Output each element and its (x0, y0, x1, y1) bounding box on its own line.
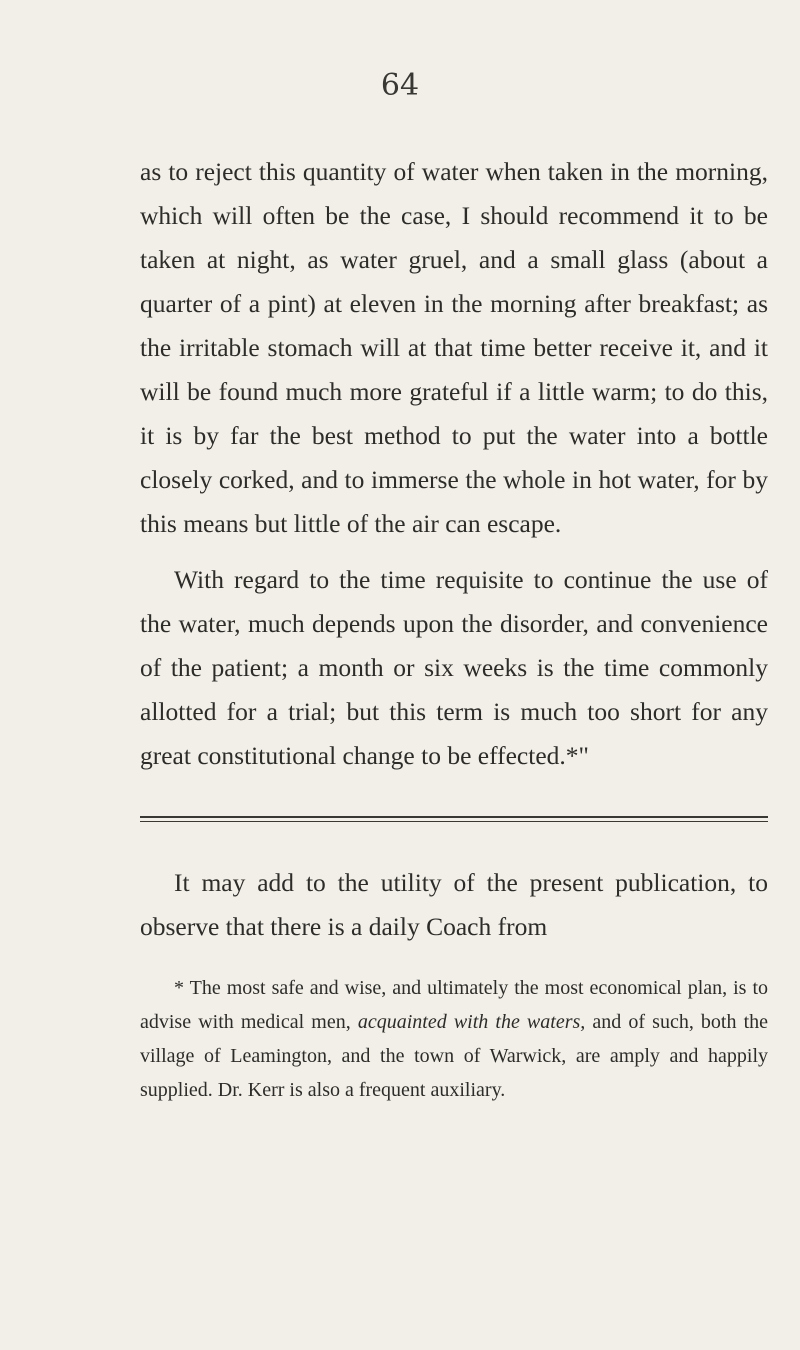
footnote (140, 971, 768, 1107)
footnote-lead: * The most safe and wise, and ultimately the most economical plan, is to advise with medical men, (140, 977, 768, 1033)
footnote-emphasis: acquainted with the waters, (357, 1011, 586, 1033)
paragraph-continuation: as to reject this quantity of water when taken in the morning, which will often be the case, I should recommend it to be taken at night, as water gruel, and a small glass (about a quarter of a pint) at eleven in the morning after breakfast; as the irritable stomach will at that time better receive it, and it will be found much more grateful if a little warm; to do this, it is by far the best method to put the water into a bottle closely corked, and to immerse the whole in hot water, for by this means but little of the air can escape. (140, 157, 768, 538)
page-number: 64 (380, 68, 420, 103)
footnote-tail: and of such, both the village of Leamington, and the town of Warwick, are amply and happily supplied. Dr. Kerr is also a frequent auxiliary. (140, 1011, 769, 1101)
section-divider (140, 816, 768, 823)
main-text (140, 150, 768, 949)
paragraph-coach: It may add to the utility of the present publication, to observe that there is a daily Coach from (140, 868, 768, 941)
paragraph-duration: With regard to the time requisite to continue the use of the water, much depends upon the disorder, and convenience of the patient; a month or six weeks is the time commonly allotted for a trial; but this term is much too short for any great constitutional change to be effected.*" (140, 565, 768, 770)
